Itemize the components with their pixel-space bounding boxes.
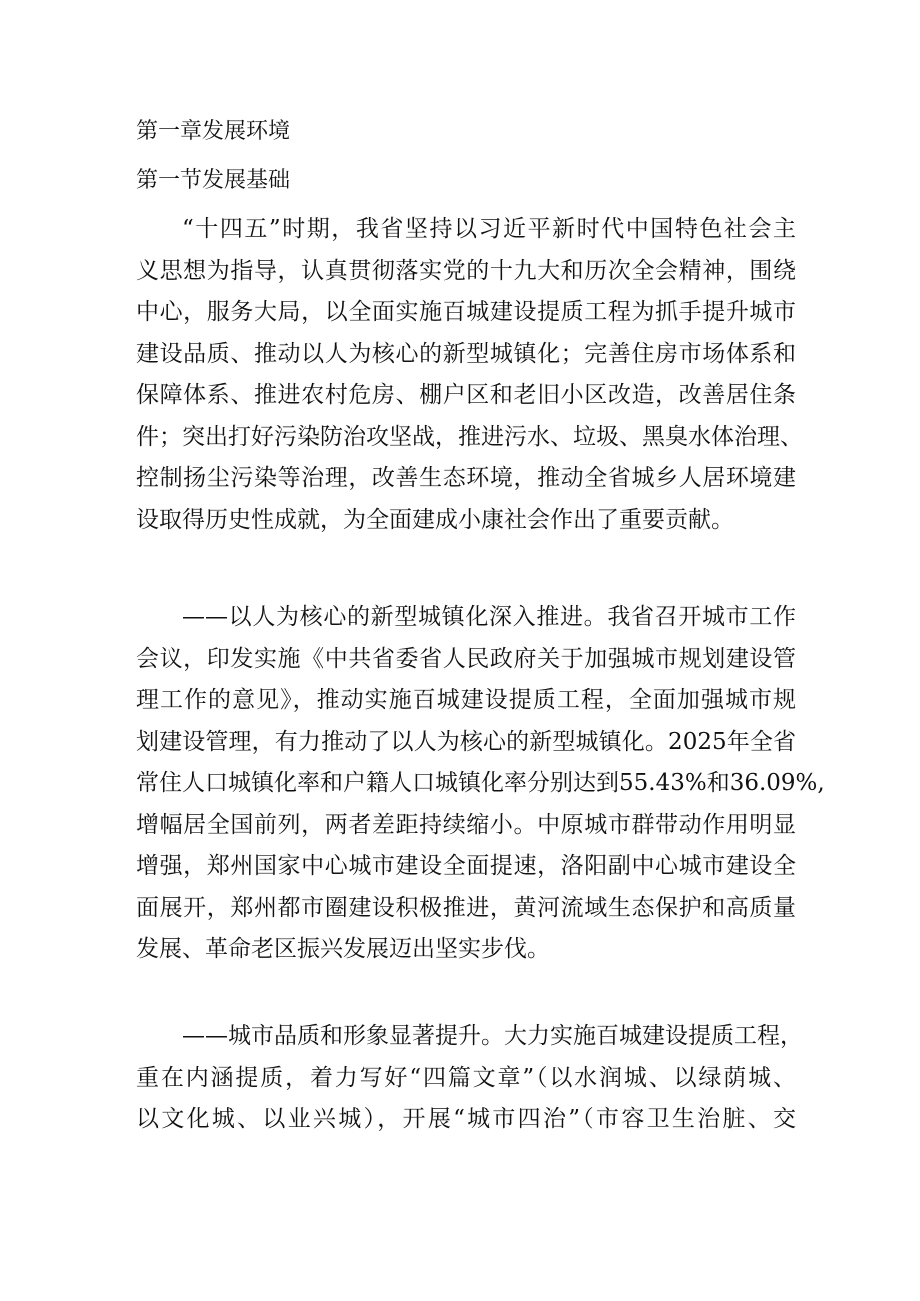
paragraph-line: 义思想为指导，认真贯彻落实党的十九大和历次全会精神，围绕	[136, 257, 796, 284]
paragraph-line: 重在内涵提质，着力写好“四篇文章”（以水润城、以绿荫城、	[136, 1064, 796, 1091]
paragraph-line: 以文化城、以业兴城），开展“城市四治”（市容卫生治脏、交	[136, 1106, 796, 1132]
paragraph-line: ——城市品质和形象显著提升。大力实施百城建设提质工程，	[182, 1023, 803, 1049]
paragraph-line: 件；突出打好污染防治攻坚战，推进污水、垃圾、黑臭水体治理、	[136, 423, 803, 450]
paragraph-line: ——以人为核心的新型城镇化深入推进。我省召开城市工作	[182, 604, 796, 630]
paragraph-line: 中心，服务大局，以全面实施百城建设提质工程为抓手提升城市	[136, 299, 796, 325]
paragraph-line: 建设品质、推动以人为核心的新型城镇化；完善住房市场体系和	[136, 340, 796, 367]
section-title: 第一节发展基础	[136, 168, 291, 193]
paragraph-line: 控制扬尘污染等治理，改善生态环境，推动全省城乡人居环境建	[136, 465, 796, 491]
paragraph-city-quality	[136, 1016, 803, 1141]
chapter-title: 第一章发展环境	[136, 119, 291, 144]
paragraph-line: 增强，郑州国家中心城市建设全面提速，洛阳副中心城市建设全	[136, 853, 796, 879]
paragraph-line: 理工作的意见》，推动实施百城建设提质工程，全面加强城市规	[136, 687, 796, 713]
paragraph-line: 发展、革命老区振兴发展迈出坚实步伐。	[136, 936, 550, 962]
paragraph-line: 常住人口城镇化率和户籍人口城镇化率分别达到55.43%和36.09%,	[136, 770, 825, 796]
paragraph-line: 设取得历史性成就，为全面建成小康社会作出了重要贡献。	[136, 506, 734, 533]
paragraph-line: 保障体系、推进农村危房、棚户区和老旧小区改造，改善居住条	[136, 382, 796, 408]
paragraph-line: 划建设管理，有力推动了以人为核心的新型城镇化。2025年全省	[136, 728, 796, 755]
paragraph-urbanization	[136, 597, 825, 971]
paragraph-line: “十四五”时期，我省坚持以习近平新时代中国特色社会主	[182, 216, 796, 242]
paragraph-line: 会议，印发实施《中共省委省人民政府关于加强城市规划建设管	[136, 645, 796, 672]
paragraph-development-overview	[136, 209, 803, 541]
paragraph-line: 增幅居全国前列，两者差距持续缩小。中原城市群带动作用明显	[136, 811, 796, 838]
paragraph-line: 面展开，郑州都市圈建设积极推进，黄河流域生态保护和高质量	[136, 894, 796, 921]
